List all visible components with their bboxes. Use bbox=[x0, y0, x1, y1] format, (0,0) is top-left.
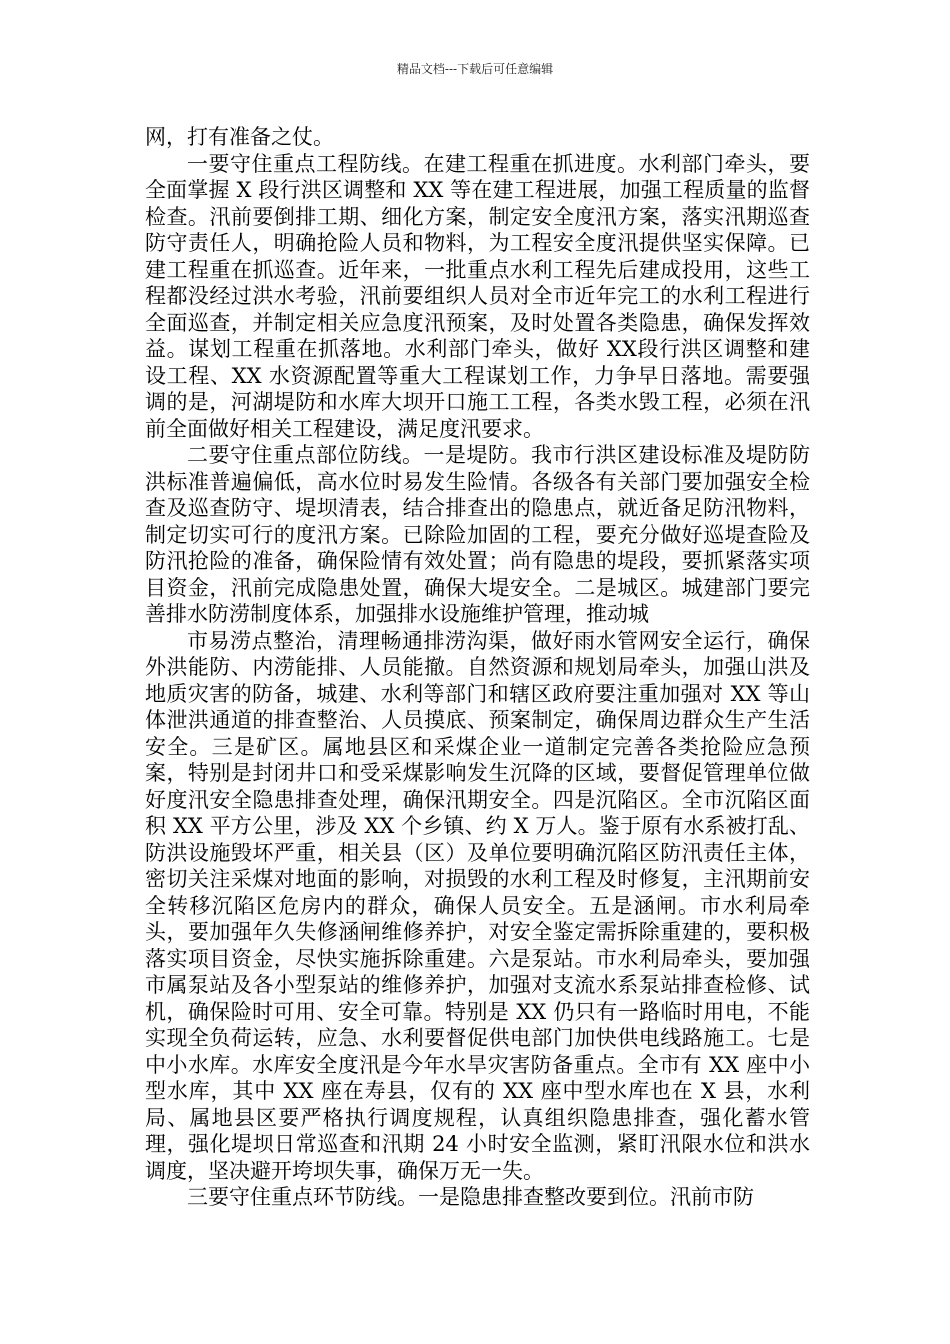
document-body bbox=[145, 124, 810, 1211]
paragraph-2: 一要守住重点工程防线。在建工程重在抓进度。水利部门牵头，要全面掌握 X 段行洪区调整和 XX 等在建工程进展，加强工程质量的监督检查。汛前要倒排工期、细化方案，制定安全度汛方案，落实汛期巡查防守责任人，明确抢险人员和物料，为工程安全度汛提供坚实保障。已建工程重在抓巡查。近年来，一批重点水利工程先后建成投用，这些工程都没经过洪水考验，汛前要组织人员对全市近年完工的水利工程进行全面巡查，并制定相关应急度汛预案，及时处置各类隐患，确保发挥效益。谋划工程重在抓落地。水利部门牵头，做好 XX段行洪区调整和建设工程、XX 水资源配置等重大工程谋划工作，力争早日落地。需要强调的是，河湖堤防和水库大坝开口施工工程，各类水毁工程，必须在汛前全面做好相关工程建设，满足度汛要求。 bbox=[145, 151, 810, 441]
paragraph-4: 市易涝点整治，清理畅通排涝沟渠，做好雨水管网安全运行，确保外洪能防、内涝能排、人员能撤。自然资源和规划局牵头，加强山洪及地质灾害的防备，城建、水利等部门和辖区政府要注重加强对 XX 等山体泄洪通道的排查整治、人员摸底、预案制定，确保周边群众生产生活安全。三是矿区。属地县区和采煤企业一道制定完善各类抢险应急预案，特别是封闭井口和受采煤影响发生沉降的区域，要督促管理单位做好度汛安全隐患排查处理，确保汛期安全。四是沉陷区。全市沉陷区面积 XX 平方公里，涉及 XX 个乡镇、约 X 万人。鉴于原有水系被打乱、防洪设施毁坏严重，相关县（区）及单位要明确沉陷区防汛责任主体，密切关注采煤对地面的影响，对损毁的水利工程及时修复，主汛期前安全转移沉陷区危房内的群众，确保人员安全。五是涵闸。市水利局牵头，要加强年久失修涵闸维修养护，对安全鉴定需拆除重建的，要积极落实项目资金，尽快实施拆除重建。六是泵站。市水利局牵头，要加强市属泵站及各小型泵站的维修养护，加强对支流水系泵站排查检修、试机，确保险时可用、安全可靠。特别是 XX 仍只有一路临时用电，不能实现全负荷运转，应急、水利要督促供电部门加快供电线路施工。七是中小水库。水库安全度汛是今年水旱灾害防备重点。全市有 XX 座中小型水库，其中 XX 座在寿县，仅有的 XX 座中型水库也在 X 县，水利局、属地县区要严格执行调度规程，认真组织隐患排查，强化蓄水管理，强化堤坝日常巡查和汛期 24 小时安全监测，紧盯汛限水位和洪水调度，坚决避开垮坝失事，确保万无一失。 bbox=[145, 628, 810, 1183]
paragraph-5: 三要守住重点环节防线。一是隐患排查整改要到位。汛前市防 bbox=[187, 1185, 754, 1209]
paragraph-3: 二要守住重点部位防线。一是堤防。我市行洪区建设标准及堤防防洪标准普遍偏低，高水位时易发生险情。各级各有关部门要加强安全检查及巡查防守、堤坝清表，结合排查出的隐患点，就近备足防汛物料，制定切实可行的度汛方案。已除险加固的工程，要充分做好巡堤查险及防汛抢险的准备，确保险情有效处置；尚有隐患的堤段，要抓紧落实项目资金，汛前完成隐患处置，确保大堤安全。二是城区。城建部门要完善排水防涝制度体系，加强排水设施维护管理，推动城 bbox=[145, 443, 810, 626]
page-header: 精品文档---下载后可任意编辑 bbox=[396, 62, 554, 76]
paragraph-1: 网，打有准备之仗。 bbox=[145, 125, 334, 149]
